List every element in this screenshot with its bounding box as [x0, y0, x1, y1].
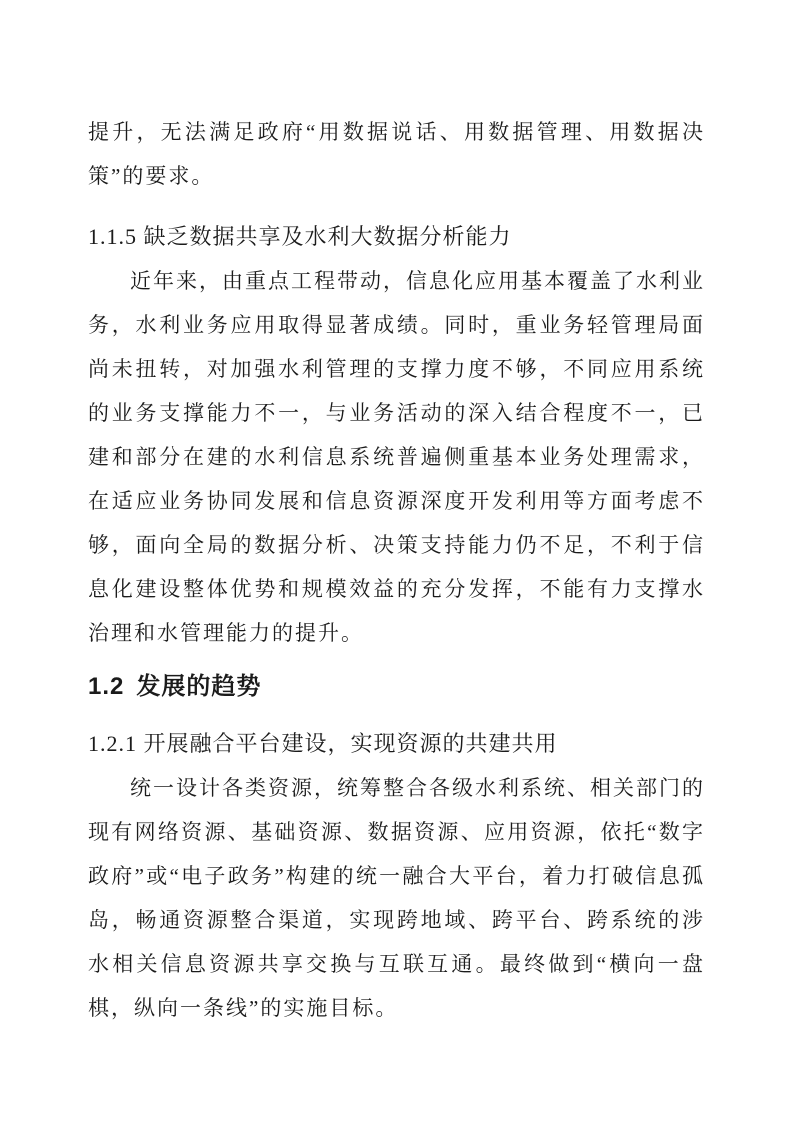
document-content: [88, 110, 705, 1030]
paragraph-continuation: 提升，无法满足政府“用数据说话、用数据管理、用数据决策”的要求。: [88, 120, 705, 188]
heading-1-2-number: 1.2: [88, 673, 125, 700]
body-paragraph-1-2-1: 统一设计各类资源，统筹整合各级水利系统、相关部门的现有网络资源、基础资源、数据资源、应用资源，依托“数字政府”或“电子政务”构建的统一融合大平台，着力打破信息孤岛，畅通资源整合渠道，实现跨地域、跨平台、跨系统的涉水相关信息资源共享交换与互联互通。最终做到“横向一盘棋，纵向一条线”的实施目标。: [88, 776, 705, 1020]
heading-1-2: [88, 665, 705, 709]
heading-1-1-5: 1.1.5 缺乏数据共享及水利大数据分析能力: [88, 224, 512, 249]
body-paragraph-1-1-5: 近年来，由重点工程带动，信息化应用基本覆盖了水利业务，水利业务应用取得显著成绩。同时，重业务轻管理局面尚未扭转，对加强水利管理的支撑力度不够，不同应用系统的业务支撑能力不一，与业务活动的深入结合程度不一，已建和部分在建的水利信息系统普遍侧重基本业务处理需求，在适应业务协同发展和信息资源深度开发利用等方面考虑不够，面向全局的数据分析、决策支持能力仍不足，不利于信息化建设整体优势和规模效益的充分发挥，不能有力支撑水治理和水管理能力的提升。: [88, 269, 705, 645]
heading-1-2-1: 1.2.1 开展融合平台建设，实现资源的共建共用: [88, 731, 558, 756]
heading-1-2-title: 发展的趋势: [136, 674, 262, 700]
